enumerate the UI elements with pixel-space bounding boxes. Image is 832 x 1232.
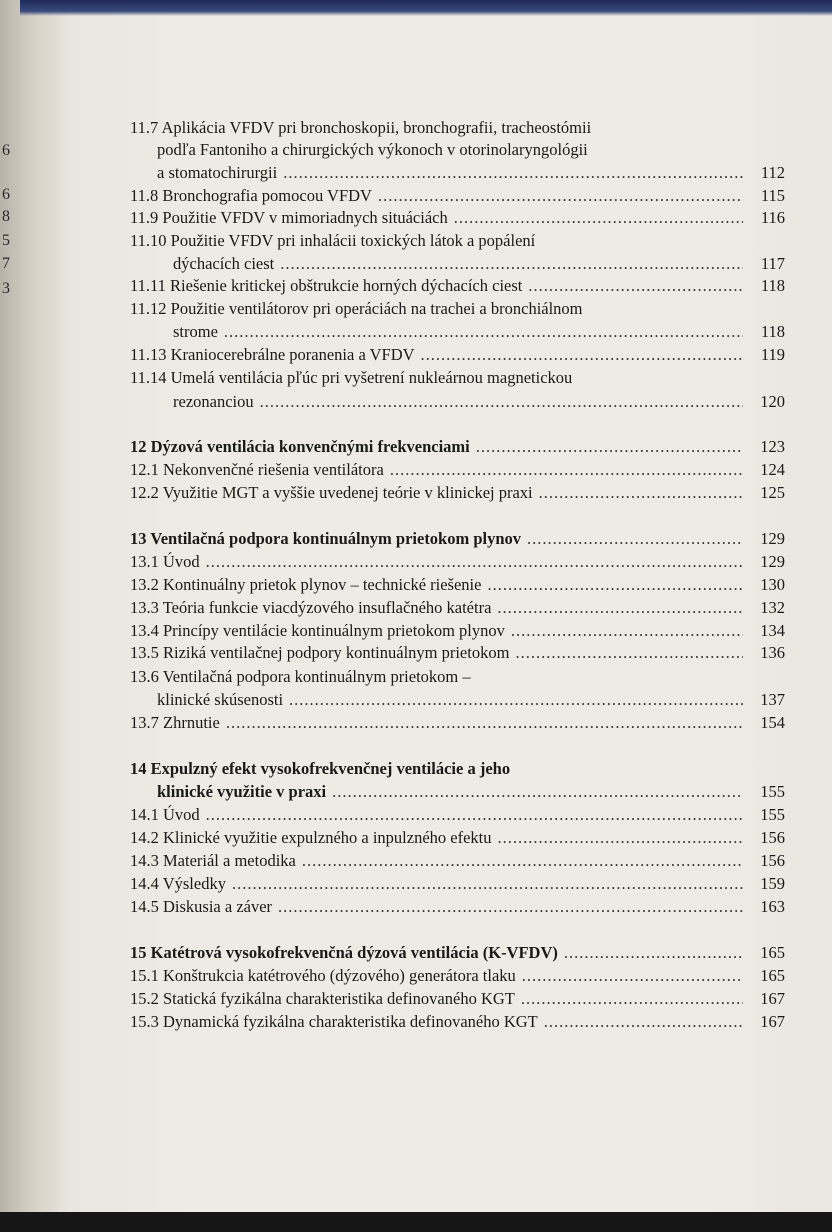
leader-dots: [487, 574, 743, 596]
leader-dots: [278, 896, 743, 918]
toc-entry: [173, 253, 785, 275]
toc-page-number: 118: [760, 322, 785, 341]
toc-entry-title: 13.5 Riziká ventilačnej podpory kontinuálnym prietokom: [130, 643, 510, 662]
margin-number: 6: [2, 142, 10, 159]
toc-entry-title: 13 Ventilačná podpora kontinuálnym prietokom plynov: [130, 529, 522, 548]
toc-entry: [130, 551, 785, 573]
toc-entry: [130, 965, 785, 987]
leader-dots: [521, 988, 743, 1010]
toc-page-number: 116: [760, 208, 785, 227]
leader-dots: [528, 275, 743, 297]
toc-page-number: 154: [760, 713, 785, 732]
toc-page-number: 137: [760, 690, 785, 709]
toc-page-number: 117: [760, 254, 785, 273]
toc-entry-title: 14 Expulzný efekt vysokofrekvenčnej ventilácie a jeho: [130, 759, 511, 778]
toc-entry-title: 15.2 Statická fyzikálna charakteristika definovaného KGT: [130, 989, 515, 1008]
toc-entry-title: 13.1 Úvod: [130, 552, 200, 571]
toc-entry-title: 13.2 Kontinuálny prietok plynov – technické riešenie: [130, 575, 482, 594]
leader-dots: [226, 712, 743, 734]
leader-dots: [539, 482, 743, 504]
toc-chapter-heading: [130, 528, 785, 550]
toc-chapter-heading: [130, 942, 785, 964]
leader-dots: [421, 344, 743, 366]
toc-page-number: 129: [760, 529, 785, 548]
toc-entry: [130, 275, 785, 297]
leader-dots: [476, 436, 743, 458]
toc-entry-title: 13.3 Teória funkcie viacdýzového insuflačného katétra: [130, 598, 492, 617]
toc-entry: [130, 1011, 785, 1033]
toc-page-number: 119: [760, 345, 785, 364]
toc-entry: [130, 185, 785, 207]
toc-entry: [130, 827, 785, 849]
toc-entry: [130, 666, 785, 688]
toc-page-number: 165: [760, 966, 785, 985]
toc-entry: [130, 850, 785, 872]
toc-page-number: 155: [760, 805, 785, 824]
toc-page-number: 156: [760, 851, 785, 870]
margin-number: 7: [2, 255, 10, 272]
toc-entry-title: 14.4 Výsledky: [130, 874, 226, 893]
leader-dots: [522, 965, 743, 987]
toc-entry: [130, 367, 785, 389]
leader-dots: [289, 689, 743, 711]
toc-entry: [157, 162, 785, 184]
leader-dots: [280, 253, 743, 275]
leader-dots: [206, 551, 743, 573]
toc-entry: [130, 117, 785, 139]
toc-entry-title: 15.3 Dynamická fyzikálna charakteristika definovaného KGT: [130, 1012, 538, 1031]
toc-page-number: 167: [760, 989, 785, 1008]
toc-entry-title: klinické využitie v praxi: [157, 782, 327, 801]
leader-dots: [232, 873, 743, 895]
toc-page-number: 115: [760, 186, 785, 205]
toc-entry-title: a stomatochirurgii: [157, 163, 278, 182]
toc-page-number: 125: [760, 483, 785, 502]
toc-entry-title: 11.10 Použitie VFDV pri inhalácii toxických látok a popálení: [130, 231, 536, 250]
toc-entry: [130, 873, 785, 895]
toc-page-number: 132: [760, 598, 785, 617]
margin-number: 6: [2, 186, 10, 203]
toc-entry-title: 15 Katétrová vysokofrekvenčná dýzová ventilácia (K-VFDV): [130, 943, 558, 962]
toc-entry-title: 11.7 Aplikácia VFDV pri bronchoskopii, bronchografii, tracheostómii: [130, 118, 592, 137]
toc-entry-title: 12.1 Nekonvenčné riešenia ventilátora: [130, 460, 384, 479]
bottom-edge-band: [0, 1212, 832, 1232]
toc-page-number: 163: [760, 897, 785, 916]
leader-dots: [564, 942, 743, 964]
margin-number: 3: [2, 280, 10, 297]
toc-page-number: 165: [760, 943, 785, 962]
leader-dots: [527, 528, 743, 550]
toc-entry-title: 13.6 Ventilačná podpora kontinuálnym prietokom –: [130, 667, 471, 686]
toc-entry-title: 14.3 Materiál a metodika: [130, 851, 296, 870]
toc-entry-title: 11.13 Kraniocerebrálne poranenia a VFDV: [130, 345, 415, 364]
toc-page-number: 130: [760, 575, 785, 594]
toc-entry-title: 11.14 Umelá ventilácia pľúc pri vyšetrení nukleárnou magnetickou: [130, 368, 573, 387]
toc-chapter-heading: [157, 781, 785, 803]
leader-dots: [497, 597, 743, 619]
toc-page-number: 124: [760, 460, 785, 479]
toc-entry-title: dýchacích ciest: [173, 254, 275, 273]
margin-number: 8: [2, 208, 10, 225]
toc-page-number: 156: [760, 828, 785, 847]
toc-entry: [130, 207, 785, 229]
leader-dots: [515, 642, 743, 664]
leader-dots: [283, 162, 743, 184]
toc-entry-title: 11.11 Riešenie kritickej obštrukcie horných dýchacích ciest: [130, 276, 523, 295]
toc-page-number: 134: [760, 621, 785, 640]
toc-entry: [157, 139, 785, 161]
leader-dots: [390, 459, 743, 481]
toc-entry: [173, 321, 785, 343]
leader-dots: [302, 850, 743, 872]
toc-page-number: 155: [760, 782, 785, 801]
toc-entry: [173, 391, 785, 413]
toc-entry: [130, 620, 785, 642]
toc-entry-title: rezonanciou: [173, 392, 254, 411]
toc-entry-title: 13.4 Princípy ventilácie kontinuálnym prietokom plynov: [130, 621, 505, 640]
toc-entry-title: klinické skúsenosti: [157, 690, 284, 709]
toc-entry-title: strome: [173, 322, 218, 341]
toc-entry-title: 11.12 Použitie ventilátorov pri operáciách na trachei a bronchiálnom: [130, 299, 583, 318]
toc-entry-title: 15.1 Konštrukcia katétrového (dýzového) generátora tlaku: [130, 966, 516, 985]
toc-entry-title: 11.8 Bronchografia pomocou VFDV: [130, 186, 372, 205]
leader-dots: [498, 827, 743, 849]
leader-dots: [454, 207, 743, 229]
toc-entry-title: 14.5 Diskusia a záver: [130, 897, 273, 916]
toc-entry: [130, 896, 785, 918]
toc-entry: [157, 689, 785, 711]
toc-entry-title: 14.2 Klinické využitie expulzného a inpulzného efektu: [130, 828, 492, 847]
toc-entry: [130, 230, 785, 252]
toc-page-number: 129: [760, 552, 785, 571]
toc-entry-title: 14.1 Úvod: [130, 805, 200, 824]
toc-chapter-heading: [130, 436, 785, 458]
toc-page-number: 167: [760, 1012, 785, 1031]
leader-dots: [260, 391, 743, 413]
leader-dots: [511, 620, 743, 642]
leader-dots: [332, 781, 743, 803]
toc-entry: [130, 459, 785, 481]
toc-page-number: 136: [760, 643, 785, 662]
toc-entry: [130, 597, 785, 619]
toc-entry: [130, 642, 785, 664]
toc-page-number: 118: [760, 276, 785, 295]
toc-entry: [130, 298, 785, 320]
margin-number: 5: [2, 232, 10, 249]
toc-page-number: 112: [760, 163, 785, 182]
leader-dots: [378, 185, 743, 207]
toc-entry-title: 11.9 Použitie VFDV v mimoriadnych situáciách: [130, 208, 448, 227]
toc-entry-title: podľa Fantoniho a chirurgických výkonoch v otorinolaryngológii: [157, 140, 588, 159]
toc-page-number: 120: [760, 392, 785, 411]
leader-dots: [206, 804, 743, 826]
toc-entry: [130, 804, 785, 826]
toc-entry-title: 13.7 Zhrnutie: [130, 713, 220, 732]
toc-entry: [130, 482, 785, 504]
toc-entry: [130, 574, 785, 596]
leader-dots: [224, 321, 743, 343]
toc-entry: [130, 344, 785, 366]
toc-entry: [130, 712, 785, 734]
toc-entry-title: 12.2 Využitie MGT a vyššie uvedenej teórie v klinickej praxi: [130, 483, 533, 502]
toc-page-number: 159: [760, 874, 785, 893]
leader-dots: [544, 1011, 743, 1033]
toc-page-number: 123: [760, 437, 785, 456]
toc-entry: [130, 988, 785, 1010]
toc-chapter-heading: [130, 758, 785, 780]
toc-entry-title: 12 Dýzová ventilácia konvenčnými frekvenciami: [130, 437, 470, 456]
